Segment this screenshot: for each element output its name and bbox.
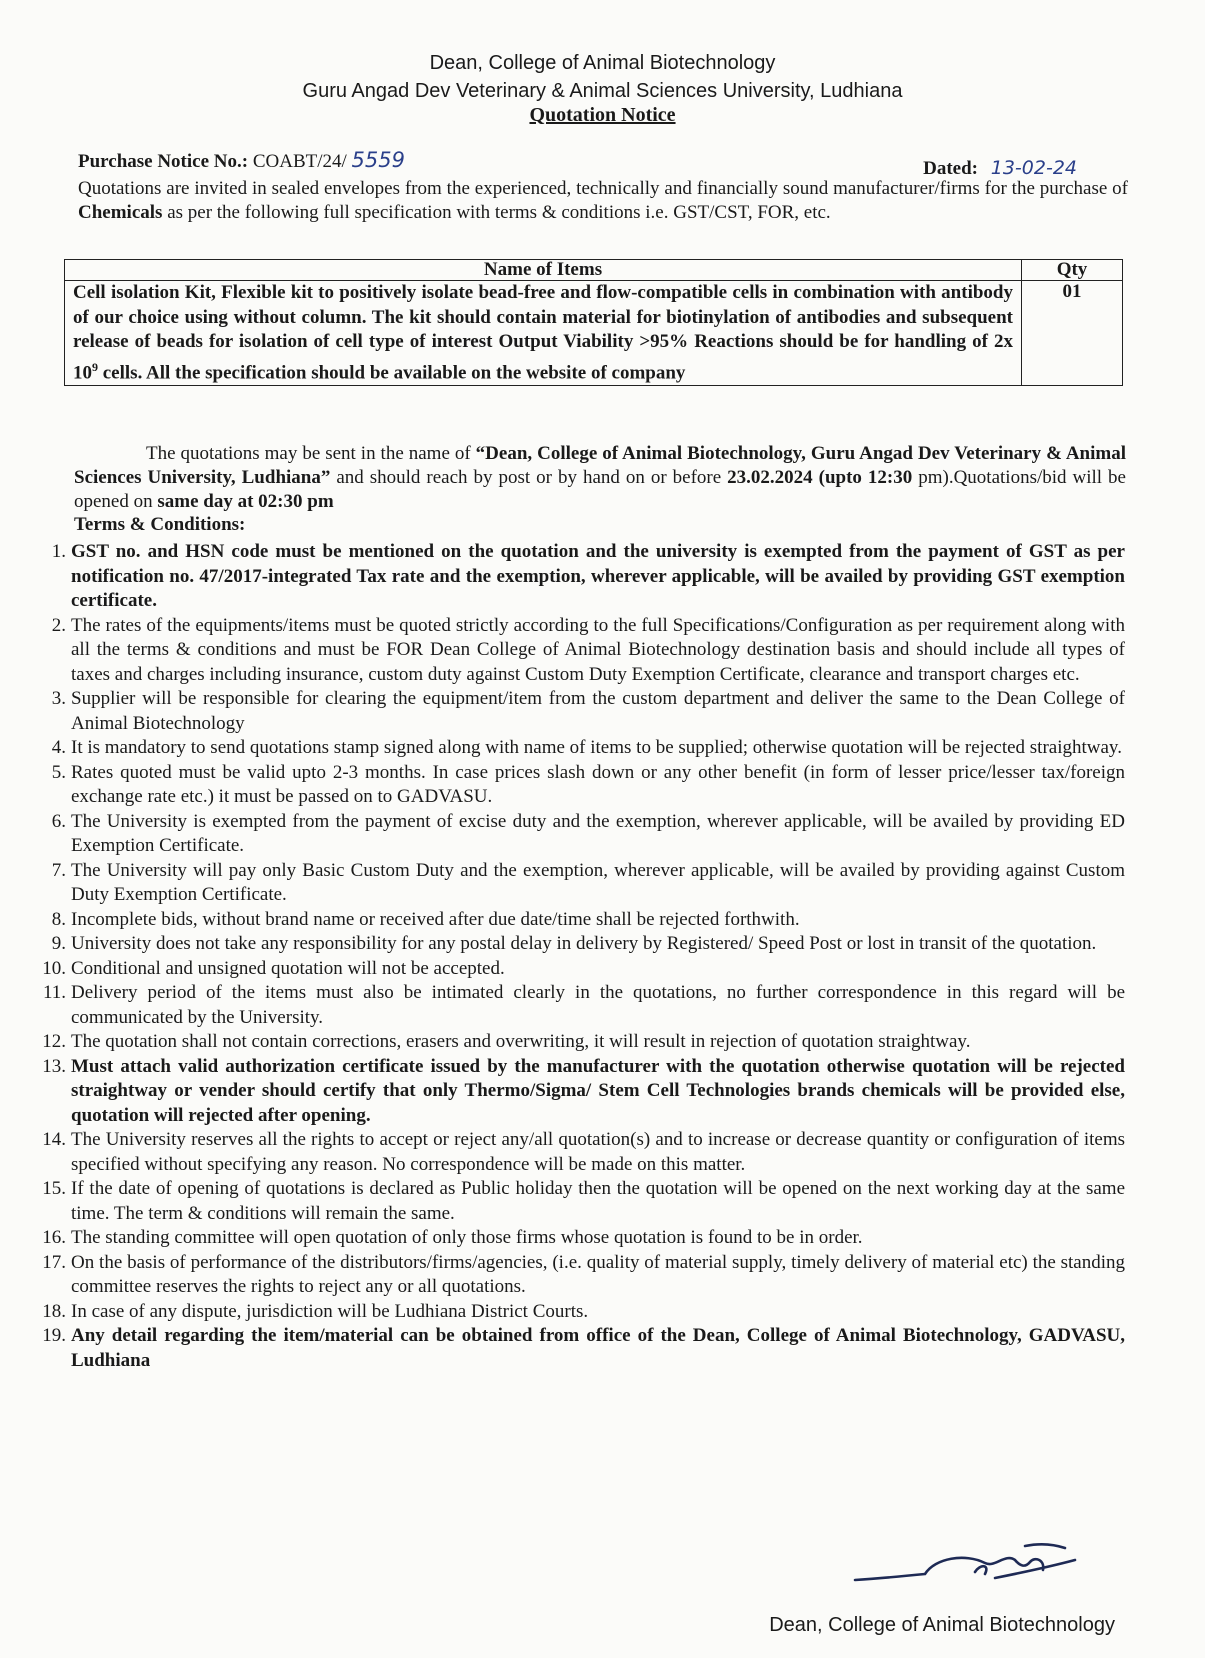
dated-handwritten-value: 13-02-24 — [990, 157, 1077, 179]
purchase-notice-handwritten-number: 5559 — [351, 148, 405, 172]
list-item — [0, 981, 1125, 1030]
purchase-notice-number — [78, 148, 405, 173]
list-item-text: Supplier will be responsible for clearing the equipment/item from the custom department and deliver the same to the Dean College of Animal Biotechnology — [71, 688, 1125, 734]
intro-paragraph — [78, 177, 1128, 225]
terms-title: Terms & Conditions: — [74, 514, 246, 535]
items-table-header — [65, 260, 1123, 281]
intro-text-1: Quotations are invited in sealed envelopes from the experienced, technically and financially sound manufacturer/firms for the purchase of — [78, 178, 1128, 199]
list-item-number: 8. — [51, 908, 66, 930]
list-item — [0, 761, 1125, 810]
intro-text-2: as per the following full specification with terms & conditions i.e. GST/CST, FOR, etc. — [162, 202, 831, 223]
list-item — [0, 810, 1125, 859]
list-item — [0, 614, 1125, 688]
list-item-text: In case of any dispute, jurisdiction will be Ludhiana District Courts. — [71, 1300, 589, 1322]
submission-paragraph — [74, 442, 1126, 514]
list-item-text: University does not take any responsibility for any postal delay in delivery by Registered/ Speed Post or lost in transit of the quotation. — [71, 933, 1097, 954]
list-item — [0, 1251, 1125, 1300]
list-item — [0, 957, 1125, 982]
item-description-text-end: cells. All the specification should be available on the website of company — [98, 361, 686, 383]
signature-image — [845, 1538, 1085, 1598]
list-item-text: Must attach valid authorization certificate issued by the manufacturer with the quotation otherwise quotation will be rejected straightway or vender should certify that only Thermo/Sigma/ Stem Cell Technologies brands chemicals will be provided else, quotation will rejected after opening. — [71, 1055, 1125, 1126]
para-deadline: 23.02.2024 (upto 12:30 — [727, 467, 913, 488]
item-description-exponent: 9 — [92, 359, 98, 374]
list-item-text: GST no. and HSN code must be mentioned on the quotation and the university is exempted from the payment of GST as per notification no. 47/2017-integrated Tax rate and the exemption, wherever applicable, will be availed by providing GST exemption certificate. — [71, 541, 1125, 611]
list-item-text: Delivery period of the items must also be intimated clearly in the quotations, no further correspondence in this regard will be communicated by the University. — [71, 982, 1125, 1028]
list-item-text: The University is exempted from the payment of excise duty and the exemption, wherever applicable, will be availed by providing ED Exemption Certificate. — [71, 810, 1125, 856]
list-item-number: 9. — [51, 933, 66, 954]
list-item — [0, 1030, 1125, 1055]
list-item-text: On the basis of performance of the distributors/firms/agencies, (i.e. quality of material supply, timely delivery of material etc) the standing committee reserves the rights to reject any or all quotations. — [71, 1251, 1125, 1297]
list-item-number: 5. — [51, 761, 66, 783]
list-item-number: 1. — [51, 541, 66, 562]
list-item — [0, 1324, 1125, 1373]
list-item-number: 7. — [51, 859, 66, 881]
list-item-text: It is mandatory to send quotations stamp signed along with name of items to be supplied; otherwise quotation will be rejected straightway. — [71, 737, 1122, 758]
list-item — [0, 932, 1125, 957]
item-description-text: Cell isolation Kit, Flexible kit to positively isolate bead-free and flow-compatible cells in combination with antibody of our choice using without column. The kit should contain material for biotinylation of antibodies and subsequent release of beads for isolation of cell type of interest Output Viability >95% Reactions should be for handling of 2x 10 — [73, 282, 1013, 383]
table-row — [65, 281, 1123, 386]
para-text-2: and should reach by post or by hand on or before — [330, 467, 728, 488]
list-item-number: 19. — [42, 1325, 66, 1346]
header-university-name: Guru Angad Dev Veterinary & Animal Sciences University, Ludhiana — [302, 80, 903, 102]
purchase-notice-prefix: COABT/24/ — [252, 151, 347, 172]
list-item — [0, 1128, 1125, 1177]
para-addressee: “Dean, College of Animal Biotechnology, Guru Angad Dev Veterinary & Animal Sciences University, Ludhiana” — [74, 443, 1127, 488]
item-qty: 01 — [1022, 281, 1123, 386]
list-item-text: If the date of opening of quotations is declared as Public holiday then the quotation will be opened on the next working day at the same time. The term & conditions will remain the same. — [71, 1178, 1125, 1224]
list-item-number: 3. — [51, 688, 66, 709]
purchase-notice-label: Purchase Notice No.: — [78, 151, 249, 172]
list-item-text: The rates of the equipments/items must be quoted strictly according to the full Specifications/Configuration as per requirement along with all the terms & conditions and must be FOR Dean College of Animal Biotechnology destination basis and should include all types of taxes and charges including insurance, custom duty against Custom Duty Exemption Certificate, clearance and transport charges etc. — [71, 614, 1125, 685]
list-item-text: Any detail regarding the item/material can be obtained from office of the Dean, College of Animal Biotechnology, GADVASU, Ludhiana — [71, 1325, 1125, 1371]
header-notice-title: Quotation Notice — [529, 104, 676, 126]
list-item-number: 12. — [42, 1031, 66, 1052]
list-item-number: 17. — [42, 1251, 66, 1273]
list-item — [0, 687, 1125, 736]
list-item-text: Rates quoted must be valid upto 2-3 months. In case prices slash down or any other benefit (in form of lesser price/lesser tax/foreign exchange rate etc.) it must be passed on to GADVASU. — [71, 761, 1125, 807]
list-item-text: Conditional and unsigned quotation will not be accepted. — [71, 957, 505, 979]
list-item-number: 13. — [42, 1055, 66, 1077]
para-text-1: The quotations may be sent in the name of — [146, 443, 476, 464]
list-item-text: The University reserves all the rights to accept or reject any/all quotation(s) and to increase or decrease quantity or configuration of items specified without specifying any reason. No correspondence will be made on this matter. — [71, 1129, 1125, 1175]
list-item-number: 16. — [42, 1227, 66, 1248]
list-item — [0, 1300, 1125, 1325]
list-item-number: 6. — [51, 810, 66, 832]
item-description — [65, 281, 1022, 386]
para-opening-time: same day at 02:30 pm — [157, 491, 334, 512]
para-text-3: pm).Quotations/bid will be opened on — [74, 467, 1126, 512]
list-item — [0, 859, 1125, 908]
list-item — [0, 1226, 1125, 1251]
list-item-number: 18. — [42, 1300, 66, 1322]
list-item-number: 10. — [42, 957, 66, 979]
header-dean-title: Dean, College of Animal Biotechnology — [429, 52, 776, 74]
list-item — [0, 1177, 1125, 1226]
list-item-number: 14. — [42, 1129, 66, 1150]
list-item — [0, 736, 1125, 761]
list-item-text: The quotation shall not contain corrections, erasers and overwriting, it will result in rejection of quotation straightway. — [71, 1031, 971, 1052]
list-item-number: 15. — [42, 1178, 66, 1199]
header-name-of-items: Name of Items — [65, 260, 1022, 281]
list-item-number: 4. — [51, 737, 66, 758]
intro-chemicals: Chemicals — [78, 202, 163, 223]
list-item-text: The standing committee will open quotation of only those firms whose quotation is found to be in order. — [71, 1227, 863, 1248]
header-qty: Qty — [1022, 260, 1123, 281]
list-item-number: 11. — [42, 982, 66, 1003]
dated-label: Dated: — [923, 158, 978, 179]
terms-list — [0, 540, 1125, 1373]
list-item — [0, 1055, 1125, 1129]
list-item-text: The University will pay only Basic Custom Duty and the exemption, wherever applicable, will be availed by providing against Custom Duty Exemption Certificate. — [71, 859, 1125, 905]
list-item — [0, 908, 1125, 933]
items-table — [64, 259, 1123, 386]
signature-title: Dean, College of Animal Biotechnology — [769, 1614, 1115, 1636]
list-item — [0, 540, 1125, 614]
list-item-text: Incomplete bids, without brand name or received after due date/time shall be rejected forthwith. — [71, 908, 800, 930]
list-item-number: 2. — [51, 614, 66, 636]
